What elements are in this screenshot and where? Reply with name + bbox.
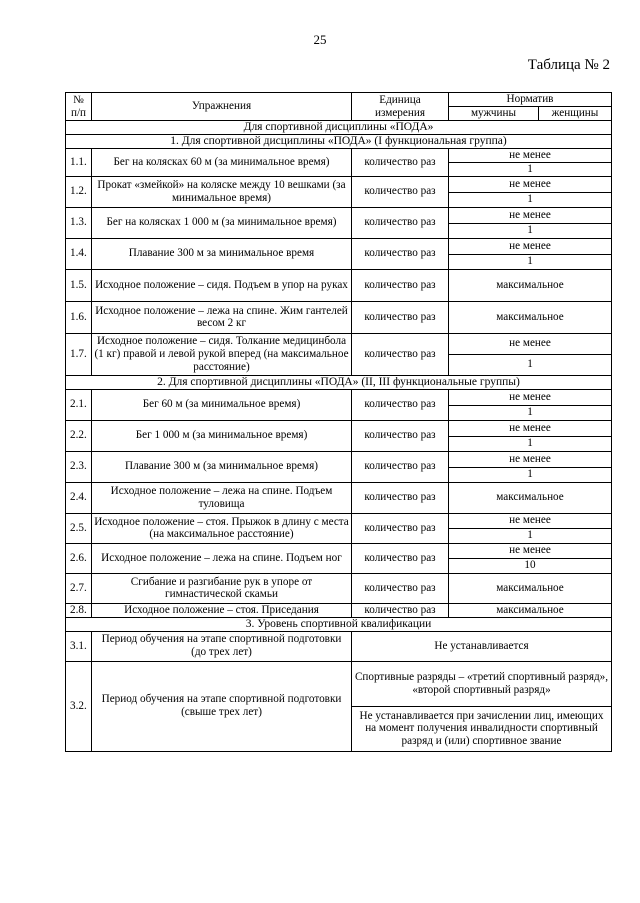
exercise-cell: Исходное положение – сидя. Толкание медицинбола (1 кг) правой и левой рукой вперед (на максимальное расстояние) (92, 333, 352, 375)
norm-min-label: не менее (449, 207, 612, 223)
unit-cell: количество раз (352, 238, 449, 269)
section-2-title: 2. Для спортивной дисциплины «ПОДА» (II, III функциональные группы) (66, 375, 612, 389)
unit-cell: количество раз (352, 148, 449, 176)
table-label: Таблица № 2 (527, 57, 610, 73)
header-women: женщины (539, 107, 612, 121)
row-number: 1.6. (66, 301, 92, 333)
exercise-cell: Исходное положение – лежа на спине. Подъем туловища (92, 482, 352, 513)
qualification-value: Не устанавливается (352, 631, 612, 661)
table-row (66, 207, 612, 223)
unit-cell: количество раз (352, 482, 449, 513)
table-row (66, 269, 612, 301)
norm-min-value: 1 (449, 436, 612, 451)
table-row (66, 451, 612, 467)
exercise-cell: Бег на колясках 60 м (за минимальное время) (92, 148, 352, 176)
table-row (66, 420, 612, 436)
unit-cell: количество раз (352, 269, 449, 301)
row-number: 2.5. (66, 513, 92, 543)
norm-min-label: не менее (449, 451, 612, 467)
norm-value: максимальное (449, 301, 612, 333)
exercise-cell: Исходное положение – лежа на спине. Подъем ног (92, 543, 352, 573)
unit-cell: количество раз (352, 420, 449, 451)
section-2-row (66, 375, 612, 389)
exercise-cell: Прокат «змейкой» на коляске между 10 вешками (за минимальное время) (92, 176, 352, 207)
table-row (66, 148, 612, 162)
table-row (66, 661, 612, 706)
exercise-cell: Период обучения на этапе спортивной подготовки (до трех лет) (92, 631, 352, 661)
table-row (66, 482, 612, 513)
page-number: 25 (313, 32, 327, 47)
table-row (66, 543, 612, 558)
norm-min-value: 1 (449, 254, 612, 269)
section-1-row (66, 134, 612, 148)
norm-min-label: не менее (449, 420, 612, 436)
table-row (66, 238, 612, 254)
qualification-value: Спортивные разряды – «третий спортивный разряд», «второй спортивный разряд» (352, 661, 612, 706)
norm-min-label: не менее (449, 238, 612, 254)
row-number: 3.2. (66, 661, 92, 751)
norm-min-value: 1 (449, 223, 612, 238)
row-number: 1.3. (66, 207, 92, 238)
header-exercise: Упражнения (92, 93, 352, 121)
norm-value: максимальное (449, 482, 612, 513)
row-number: 2.1. (66, 389, 92, 420)
header-norm: Норматив (449, 93, 612, 107)
norm-min-value: 1 (449, 162, 612, 176)
row-number: 2.7. (66, 573, 92, 603)
row-number: 2.4. (66, 482, 92, 513)
exercise-cell: Исходное положение – стоя. Прыжок в длину с места (на максимальное расстояние) (92, 513, 352, 543)
exercise-cell: Исходное положение – стоя. Приседания (92, 603, 352, 617)
norms-table (65, 92, 612, 752)
unit-cell: количество раз (352, 603, 449, 617)
norm-min-value: 1 (449, 528, 612, 543)
table-row (66, 603, 612, 617)
unit-cell: количество раз (352, 176, 449, 207)
header-men: мужчины (449, 107, 539, 121)
row-number: 1.2. (66, 176, 92, 207)
exercise-cell: Сгибание и разгибание рук в упоре от гимнастической скамьи (92, 573, 352, 603)
discipline-title: Для спортивной дисциплины «ПОДА» (66, 121, 612, 135)
norm-min-label: не менее (449, 389, 612, 405)
unit-cell: количество раз (352, 301, 449, 333)
exercise-cell: Исходное положение – лежа на спине. Жим гантелей весом 2 кг (92, 301, 352, 333)
table-row (66, 389, 612, 405)
norm-value: максимальное (449, 573, 612, 603)
section-3-title: 3. Уровень спортивной квалификации (66, 617, 612, 631)
exercise-cell: Плавание 300 м (за минимальное время) (92, 451, 352, 482)
exercise-cell: Бег 60 м (за минимальное время) (92, 389, 352, 420)
unit-cell: количество раз (352, 573, 449, 603)
row-number: 1.4. (66, 238, 92, 269)
row-number: 1.1. (66, 148, 92, 176)
section-3-row (66, 617, 612, 631)
row-number: 2.3. (66, 451, 92, 482)
unit-cell: количество раз (352, 543, 449, 573)
norm-min-value: 10 (449, 558, 612, 573)
norm-min-value: 1 (449, 192, 612, 207)
exercise-cell: Бег 1 000 м (за минимальное время) (92, 420, 352, 451)
row-number: 2.6. (66, 543, 92, 573)
norm-min-label: не менее (449, 176, 612, 192)
header-unit: Единица измерения (352, 93, 449, 121)
norm-min-label: не менее (449, 333, 612, 354)
norm-value: максимальное (449, 269, 612, 301)
row-number: 2.2. (66, 420, 92, 451)
norm-min-label: не менее (449, 543, 612, 558)
discipline-row (66, 121, 612, 135)
header-num: № п/п (66, 93, 92, 121)
exercise-cell: Бег на колясках 1 000 м (за минимальное время) (92, 207, 352, 238)
exercise-cell: Исходное положение – сидя. Подъем в упор на руках (92, 269, 352, 301)
unit-cell: количество раз (352, 333, 449, 375)
norm-min-label: не менее (449, 148, 612, 162)
unit-cell: количество раз (352, 513, 449, 543)
exercise-cell: Период обучения на этапе спортивной подготовки (свыше трех лет) (92, 661, 352, 751)
table-row (66, 631, 612, 661)
norm-min-value: 1 (449, 467, 612, 482)
exercise-cell: Плавание 300 м за минимальное время (92, 238, 352, 269)
norm-min-value: 1 (449, 405, 612, 420)
row-number: 3.1. (66, 631, 92, 661)
norm-min-value: 1 (449, 354, 612, 375)
unit-cell: количество раз (352, 389, 449, 420)
unit-cell: количество раз (352, 451, 449, 482)
unit-cell: количество раз (352, 207, 449, 238)
table-row (66, 513, 612, 528)
header-row (66, 93, 612, 107)
table-row (66, 333, 612, 354)
table-row (66, 176, 612, 192)
norm-min-label: не менее (449, 513, 612, 528)
table-row (66, 301, 612, 333)
section-1-title: 1. Для спортивной дисциплины «ПОДА» (I функциональная группа) (66, 134, 612, 148)
table-row (66, 573, 612, 603)
qualification-note: Не устанавливается при зачислении лиц, имеющих на момент получения инвалидности спортивный разряд и (или) спортивное звание (352, 706, 612, 751)
row-number: 1.5. (66, 269, 92, 301)
row-number: 1.7. (66, 333, 92, 375)
row-number: 2.8. (66, 603, 92, 617)
norm-value: максимальное (449, 603, 612, 617)
